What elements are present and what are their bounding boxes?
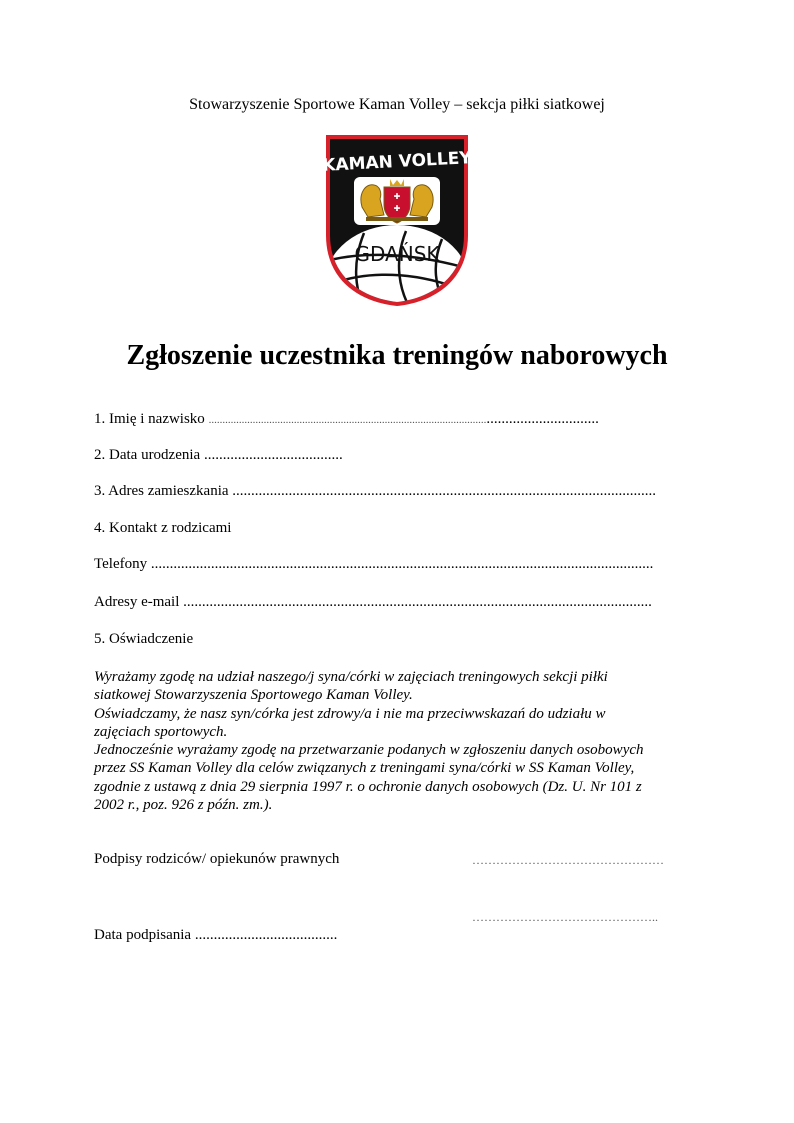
section-statement: 5. Oświadczenie	[94, 631, 194, 647]
kaman-volley-logo-icon	[324, 133, 470, 306]
field-emails[interactable]	[94, 594, 652, 611]
declaration-line: 2002 r., poz. 926 z późn. zm.).	[94, 797, 273, 814]
field-name-label: 1. Imię i nazwisko	[94, 411, 205, 427]
form-title: Zgłoszenie uczestnika treningów naborowych	[126, 340, 668, 371]
logo-top-text: KAMAN VOLLEY	[324, 148, 470, 176]
declaration-line: Wyrażamy zgodę na udział naszego/j syna/córki w zajęciach treningowych sekcji piłki	[94, 669, 608, 685]
sign-date-label: Data podpisania	[94, 927, 192, 943]
declaration-line: zajęciach sportowych.	[94, 723, 228, 740]
club-logo	[324, 133, 470, 306]
declaration-line: Jednocześnie wyrażamy zgodę na przetwarzanie podanych w zgłoszeniu danych osobowych	[94, 742, 644, 759]
declaration-line: zgodnie z ustawą z dnia 29 sierpnia 1997 r. o ochronie danych osobowych (Dz. U. Nr 101 z	[94, 778, 642, 795]
field-emails-dots[interactable]: .............................................................................................................................	[183, 594, 652, 610]
field-name-dots[interactable]: ..............................	[486, 411, 599, 427]
field-birth-dots[interactable]: .....................................	[203, 447, 343, 463]
header-text-start: Stowarzyszenie Sportowe Kaman Volley – sekcja	[189, 96, 511, 113]
parents-signature-label: Podpisy rodziców/ opiekunów prawnych	[94, 851, 340, 867]
section-parent-contact: 4. Kontakt z rodzicami	[94, 520, 232, 536]
field-address-label: 3. Adres zamieszkania	[94, 483, 229, 499]
parents-signature-line[interactable]: …………………………………………	[472, 853, 664, 867]
field-phones-label: Telefony	[94, 556, 148, 572]
document-header	[0, 96, 794, 114]
second-signature-line[interactable]: ………………………………………..	[472, 910, 658, 924]
svg-text:✚: ✚	[393, 204, 401, 213]
field-sign-date[interactable]	[94, 927, 337, 944]
field-phones-dots[interactable]: ......................................................................................................................................	[150, 556, 654, 572]
svg-text:✚: ✚	[393, 192, 401, 201]
declaration-line: Oświadczamy, że nasz syn/córka jest zdrowy/a i nie ma przeciwwskazań do udziału w	[94, 705, 606, 722]
sign-date-dots[interactable]: ......................................	[194, 927, 338, 943]
field-name-dots-light[interactable]: .....................................................................................................	[208, 414, 487, 426]
logo-bottom-text: GDAŃSK	[354, 242, 440, 266]
declaration-line: siatkowej Stowarzyszenia Sportowego Kaman Volley.	[94, 687, 413, 704]
declaration-text	[94, 668, 644, 814]
field-birth-label: 2. Data urodzenia	[94, 447, 201, 463]
field-birth-date[interactable]	[94, 447, 343, 464]
field-address-dots[interactable]: .................................................................................................................	[232, 483, 657, 499]
field-phones[interactable]	[94, 556, 653, 573]
field-name[interactable]	[94, 411, 599, 428]
header-text-end: piłki siatkowej	[510, 96, 605, 113]
declaration-line: przez SS Kaman Volley dla celów związanych z treningami syna/córki w SS Kaman Volley,	[94, 760, 635, 777]
field-emails-label: Adresy e-mail	[94, 594, 180, 610]
field-address[interactable]	[94, 483, 656, 500]
